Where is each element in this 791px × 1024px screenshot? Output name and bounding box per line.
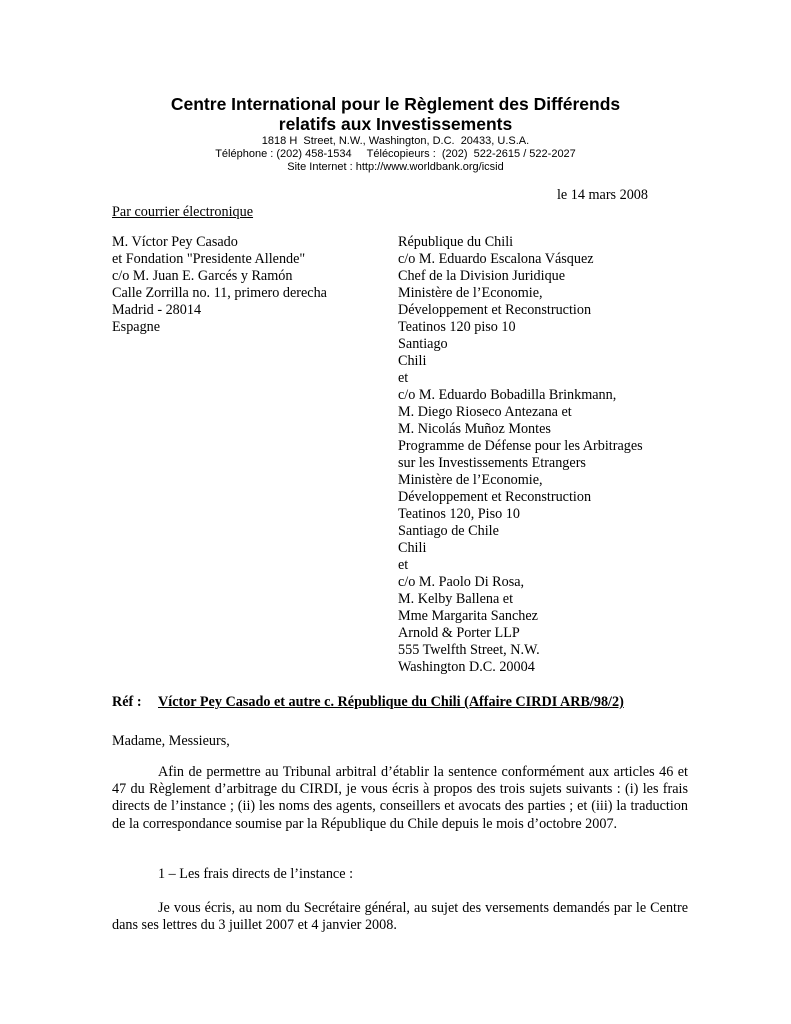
recipient-left-line: c/o M. Juan E. Garcés y Ramón bbox=[112, 268, 293, 284]
recipient-right-line: c/o M. Eduardo Escalona Vásquez bbox=[398, 251, 594, 267]
letterhead-website: Site Internet : http://www.worldbank.org/icsid bbox=[287, 161, 504, 173]
recipient-right-line: M. Nicolás Muñoz Montes bbox=[398, 421, 551, 437]
section-heading: 1 – Les frais directs de l’instance : bbox=[158, 866, 354, 882]
recipient-right-line: sur les Investissements Etrangers bbox=[398, 455, 586, 471]
recipient-right-line: Mme Margarita Sanchez bbox=[398, 608, 538, 624]
letterhead-address: 1818 H Street, N.W., Washington, D.C. 20433, U.S.A. bbox=[261, 135, 530, 147]
reference-text: Víctor Pey Casado et autre c. République du Chili (Affaire CIRDI ARB/98/2) bbox=[158, 694, 624, 710]
recipient-right-line: M. Kelby Ballena et bbox=[398, 591, 514, 607]
recipient-right-line: Washington D.C. 20004 bbox=[398, 659, 535, 675]
recipient-right-line: Développement et Reconstruction bbox=[398, 489, 592, 505]
recipient-right-line: République du Chili bbox=[398, 234, 514, 250]
recipient-right-line: 555 Twelfth Street, N.W. bbox=[398, 642, 540, 658]
reference-line bbox=[112, 694, 624, 711]
recipient-right-line: M. Diego Rioseco Antezana et bbox=[398, 404, 572, 420]
recipient-right-line: Chili bbox=[398, 353, 427, 369]
recipient-right-line: Développement et Reconstruction bbox=[398, 302, 592, 318]
salutation: Madame, Messieurs, bbox=[112, 733, 230, 749]
recipient-right-line: Arnold & Porter LLP bbox=[398, 625, 520, 641]
recipient-left-line: M. Víctor Pey Casado bbox=[112, 234, 238, 250]
letter-date: le 14 mars 2008 bbox=[556, 187, 648, 203]
reference-label: Réf : bbox=[112, 694, 142, 710]
recipient-right-line: c/o M. Eduardo Bobadilla Brinkmann, bbox=[398, 387, 617, 403]
recipient-left-line: Calle Zorrilla no. 11, primero derecha bbox=[112, 285, 327, 301]
letterhead-title-line1: Centre International pour le Règlement des Différends bbox=[170, 94, 621, 114]
recipient-right-line: Chef de la Division Juridique bbox=[398, 268, 566, 284]
recipient-left-line: et Fondation "Presidente Allende" bbox=[112, 251, 306, 267]
recipient-right-line: Ministère de l’Economie, bbox=[398, 285, 543, 301]
recipient-right-line: Programme de Défense pour les Arbitrages bbox=[398, 438, 643, 454]
recipient-right-line: c/o M. Paolo Di Rosa, bbox=[398, 574, 525, 590]
recipient-right-line: Teatinos 120, Piso 10 bbox=[398, 506, 520, 522]
recipient-right-line: Ministère de l’Economie, bbox=[398, 472, 543, 488]
recipient-right-line: Santiago de Chile bbox=[398, 523, 499, 539]
body-paragraph: Afin de permettre au Tribunal arbitral d’établir la sentence conformément aux articles 46 et 47 du Règlement d’arbitrage du CIRDI, je vous écris à propos des trois sujets suivants : (i) les frais directs de l’instance ; (ii) les noms des agents, conseillers et avocats des parties ; et (iii) la traduction de la correspondance soumise par la République du Chile depuis le mois d’octobre 2007. bbox=[112, 764, 688, 832]
letterhead-phone: Téléphone : (202) 458-1534 Télécopieurs : (202) 522-2615 / 522-2027 bbox=[215, 148, 576, 160]
body-paragraph: Je vous écris, au nom du Secrétaire général, au sujet des versements demandés par le Centre dans ses lettres du 3 juillet 2007 et 4 janvier 2008. bbox=[112, 900, 688, 934]
recipient-right-line: Teatinos 120 piso 10 bbox=[398, 319, 516, 335]
delivery-method: Par courrier électronique bbox=[112, 204, 254, 220]
recipient-right-line: et bbox=[398, 557, 409, 573]
recipient-right-line: Chili bbox=[398, 540, 427, 556]
recipient-left-line: Espagne bbox=[112, 319, 161, 335]
letterhead-title-line2: relatifs aux Investissements bbox=[278, 114, 513, 134]
recipient-right-line: et bbox=[398, 370, 409, 386]
recipient-left-line: Madrid - 28014 bbox=[112, 302, 202, 318]
recipient-right-line: Santiago bbox=[398, 336, 448, 352]
